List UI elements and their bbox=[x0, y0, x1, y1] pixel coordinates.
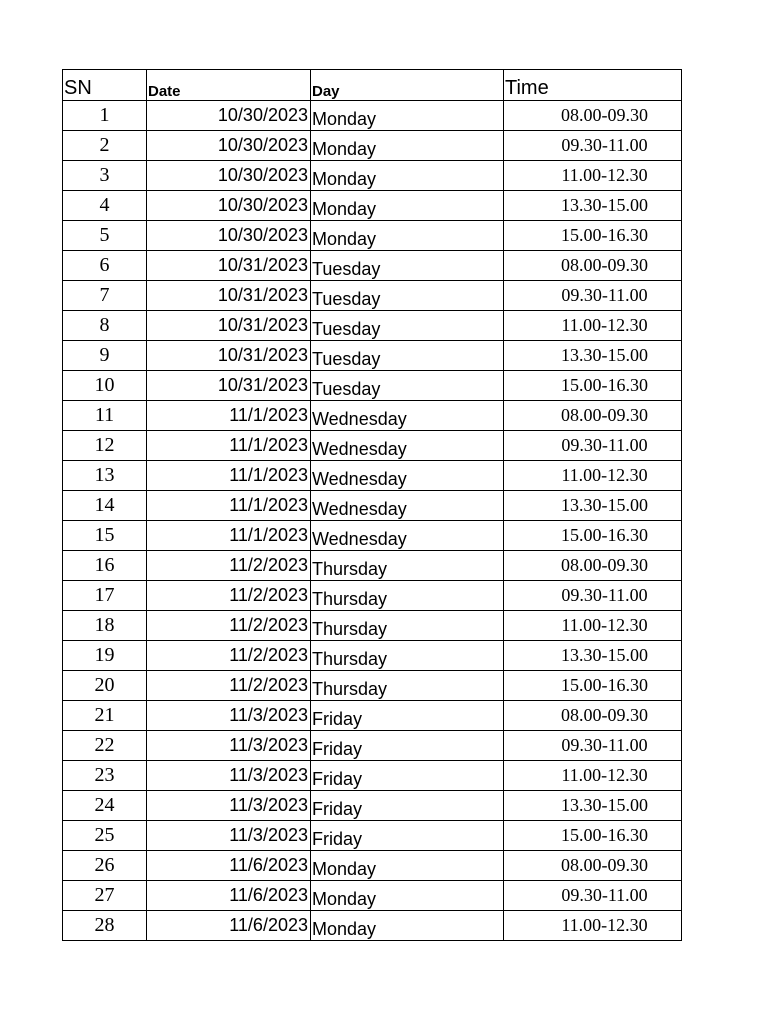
cell-sn: 7 bbox=[63, 281, 147, 311]
cell-time: 15.00-16.30 bbox=[504, 821, 682, 851]
table-row bbox=[63, 551, 682, 581]
cell-time: 13.30-15.00 bbox=[504, 791, 682, 821]
cell-sn: 6 bbox=[63, 251, 147, 281]
cell-time: 08.00-09.30 bbox=[504, 701, 682, 731]
cell-time: 11.00-12.30 bbox=[504, 161, 682, 191]
header-row bbox=[63, 70, 682, 101]
cell-date: 11/1/2023 bbox=[147, 521, 311, 551]
cell-day: Monday bbox=[311, 881, 504, 911]
cell-day: Monday bbox=[311, 911, 504, 941]
table-body bbox=[63, 101, 682, 941]
cell-day: Monday bbox=[311, 101, 504, 131]
table-row bbox=[63, 191, 682, 221]
cell-date: 10/31/2023 bbox=[147, 371, 311, 401]
cell-day: Monday bbox=[311, 221, 504, 251]
cell-day: Thursday bbox=[311, 581, 504, 611]
table-row bbox=[63, 221, 682, 251]
table-row bbox=[63, 461, 682, 491]
cell-time: 08.00-09.30 bbox=[504, 401, 682, 431]
cell-sn: 10 bbox=[63, 371, 147, 401]
cell-date: 11/3/2023 bbox=[147, 701, 311, 731]
cell-time: 08.00-09.30 bbox=[504, 551, 682, 581]
cell-sn: 12 bbox=[63, 431, 147, 461]
cell-date: 11/2/2023 bbox=[147, 671, 311, 701]
table-row bbox=[63, 671, 682, 701]
cell-date: 11/1/2023 bbox=[147, 401, 311, 431]
cell-time: 11.00-12.30 bbox=[504, 311, 682, 341]
cell-time: 09.30-11.00 bbox=[504, 431, 682, 461]
cell-time: 11.00-12.30 bbox=[504, 461, 682, 491]
cell-date: 11/1/2023 bbox=[147, 491, 311, 521]
cell-sn: 3 bbox=[63, 161, 147, 191]
cell-date: 11/6/2023 bbox=[147, 851, 311, 881]
cell-date: 11/2/2023 bbox=[147, 551, 311, 581]
cell-sn: 21 bbox=[63, 701, 147, 731]
table-row bbox=[63, 611, 682, 641]
table-row bbox=[63, 251, 682, 281]
cell-day: Wednesday bbox=[311, 401, 504, 431]
cell-day: Tuesday bbox=[311, 371, 504, 401]
cell-date: 11/6/2023 bbox=[147, 881, 311, 911]
table-row bbox=[63, 851, 682, 881]
cell-sn: 4 bbox=[63, 191, 147, 221]
cell-date: 11/2/2023 bbox=[147, 641, 311, 671]
table-row bbox=[63, 731, 682, 761]
table-row bbox=[63, 491, 682, 521]
cell-sn: 27 bbox=[63, 881, 147, 911]
cell-time: 08.00-09.30 bbox=[504, 251, 682, 281]
cell-date: 10/30/2023 bbox=[147, 161, 311, 191]
cell-day: Thursday bbox=[311, 641, 504, 671]
cell-time: 11.00-12.30 bbox=[504, 611, 682, 641]
cell-day: Wednesday bbox=[311, 461, 504, 491]
cell-sn: 16 bbox=[63, 551, 147, 581]
cell-day: Thursday bbox=[311, 611, 504, 641]
cell-date: 10/31/2023 bbox=[147, 341, 311, 371]
cell-day: Wednesday bbox=[311, 431, 504, 461]
cell-day: Friday bbox=[311, 761, 504, 791]
cell-date: 11/2/2023 bbox=[147, 581, 311, 611]
cell-date: 10/30/2023 bbox=[147, 221, 311, 251]
cell-sn: 26 bbox=[63, 851, 147, 881]
header-time: Time bbox=[504, 70, 682, 101]
cell-day: Thursday bbox=[311, 551, 504, 581]
cell-sn: 1 bbox=[63, 101, 147, 131]
cell-date: 10/31/2023 bbox=[147, 311, 311, 341]
table-row bbox=[63, 581, 682, 611]
header-date: Date bbox=[147, 70, 311, 101]
table-row bbox=[63, 701, 682, 731]
table-row bbox=[63, 371, 682, 401]
cell-sn: 22 bbox=[63, 731, 147, 761]
cell-sn: 15 bbox=[63, 521, 147, 551]
cell-time: 15.00-16.30 bbox=[504, 671, 682, 701]
cell-day: Friday bbox=[311, 731, 504, 761]
cell-time: 08.00-09.30 bbox=[504, 101, 682, 131]
cell-date: 11/2/2023 bbox=[147, 611, 311, 641]
cell-sn: 17 bbox=[63, 581, 147, 611]
cell-day: Wednesday bbox=[311, 491, 504, 521]
cell-sn: 19 bbox=[63, 641, 147, 671]
table-row bbox=[63, 881, 682, 911]
cell-sn: 18 bbox=[63, 611, 147, 641]
cell-date: 11/6/2023 bbox=[147, 911, 311, 941]
cell-day: Tuesday bbox=[311, 311, 504, 341]
cell-date: 10/30/2023 bbox=[147, 101, 311, 131]
cell-sn: 11 bbox=[63, 401, 147, 431]
cell-time: 13.30-15.00 bbox=[504, 641, 682, 671]
cell-date: 11/1/2023 bbox=[147, 461, 311, 491]
cell-time: 09.30-11.00 bbox=[504, 131, 682, 161]
cell-sn: 13 bbox=[63, 461, 147, 491]
cell-time: 09.30-11.00 bbox=[504, 581, 682, 611]
cell-time: 09.30-11.00 bbox=[504, 731, 682, 761]
cell-day: Monday bbox=[311, 161, 504, 191]
cell-date: 11/1/2023 bbox=[147, 431, 311, 461]
cell-day: Tuesday bbox=[311, 251, 504, 281]
cell-day: Monday bbox=[311, 191, 504, 221]
table-row bbox=[63, 761, 682, 791]
table-row bbox=[63, 911, 682, 941]
cell-date: 11/3/2023 bbox=[147, 761, 311, 791]
cell-time: 11.00-12.30 bbox=[504, 911, 682, 941]
schedule-table bbox=[62, 69, 682, 941]
table-row bbox=[63, 791, 682, 821]
cell-sn: 8 bbox=[63, 311, 147, 341]
header-day: Day bbox=[311, 70, 504, 101]
cell-day: Monday bbox=[311, 131, 504, 161]
cell-time: 15.00-16.30 bbox=[504, 521, 682, 551]
cell-day: Tuesday bbox=[311, 341, 504, 371]
cell-time: 15.00-16.30 bbox=[504, 371, 682, 401]
table-row bbox=[63, 401, 682, 431]
table-row bbox=[63, 281, 682, 311]
cell-sn: 24 bbox=[63, 791, 147, 821]
table-row bbox=[63, 641, 682, 671]
cell-sn: 23 bbox=[63, 761, 147, 791]
cell-day: Friday bbox=[311, 701, 504, 731]
cell-sn: 5 bbox=[63, 221, 147, 251]
cell-time: 09.30-11.00 bbox=[504, 881, 682, 911]
cell-time: 08.00-09.30 bbox=[504, 851, 682, 881]
cell-sn: 20 bbox=[63, 671, 147, 701]
table-row bbox=[63, 341, 682, 371]
table-row bbox=[63, 821, 682, 851]
cell-date: 11/3/2023 bbox=[147, 791, 311, 821]
header-sn: SN bbox=[63, 70, 147, 101]
table-row bbox=[63, 161, 682, 191]
cell-time: 15.00-16.30 bbox=[504, 221, 682, 251]
cell-time: 13.30-15.00 bbox=[504, 491, 682, 521]
cell-day: Wednesday bbox=[311, 521, 504, 551]
cell-day: Friday bbox=[311, 821, 504, 851]
cell-sn: 28 bbox=[63, 911, 147, 941]
cell-day: Tuesday bbox=[311, 281, 504, 311]
cell-day: Thursday bbox=[311, 671, 504, 701]
table-row bbox=[63, 431, 682, 461]
cell-day: Monday bbox=[311, 851, 504, 881]
cell-day: Friday bbox=[311, 791, 504, 821]
cell-date: 10/30/2023 bbox=[147, 131, 311, 161]
cell-time: 13.30-15.00 bbox=[504, 341, 682, 371]
cell-sn: 14 bbox=[63, 491, 147, 521]
table-row bbox=[63, 311, 682, 341]
table-row bbox=[63, 131, 682, 161]
cell-time: 11.00-12.30 bbox=[504, 761, 682, 791]
table-row bbox=[63, 521, 682, 551]
cell-sn: 2 bbox=[63, 131, 147, 161]
cell-date: 10/31/2023 bbox=[147, 251, 311, 281]
table-row bbox=[63, 101, 682, 131]
cell-sn: 25 bbox=[63, 821, 147, 851]
cell-sn: 9 bbox=[63, 341, 147, 371]
cell-time: 13.30-15.00 bbox=[504, 191, 682, 221]
cell-date: 10/30/2023 bbox=[147, 191, 311, 221]
cell-date: 11/3/2023 bbox=[147, 731, 311, 761]
cell-time: 09.30-11.00 bbox=[504, 281, 682, 311]
cell-date: 10/31/2023 bbox=[147, 281, 311, 311]
cell-date: 11/3/2023 bbox=[147, 821, 311, 851]
